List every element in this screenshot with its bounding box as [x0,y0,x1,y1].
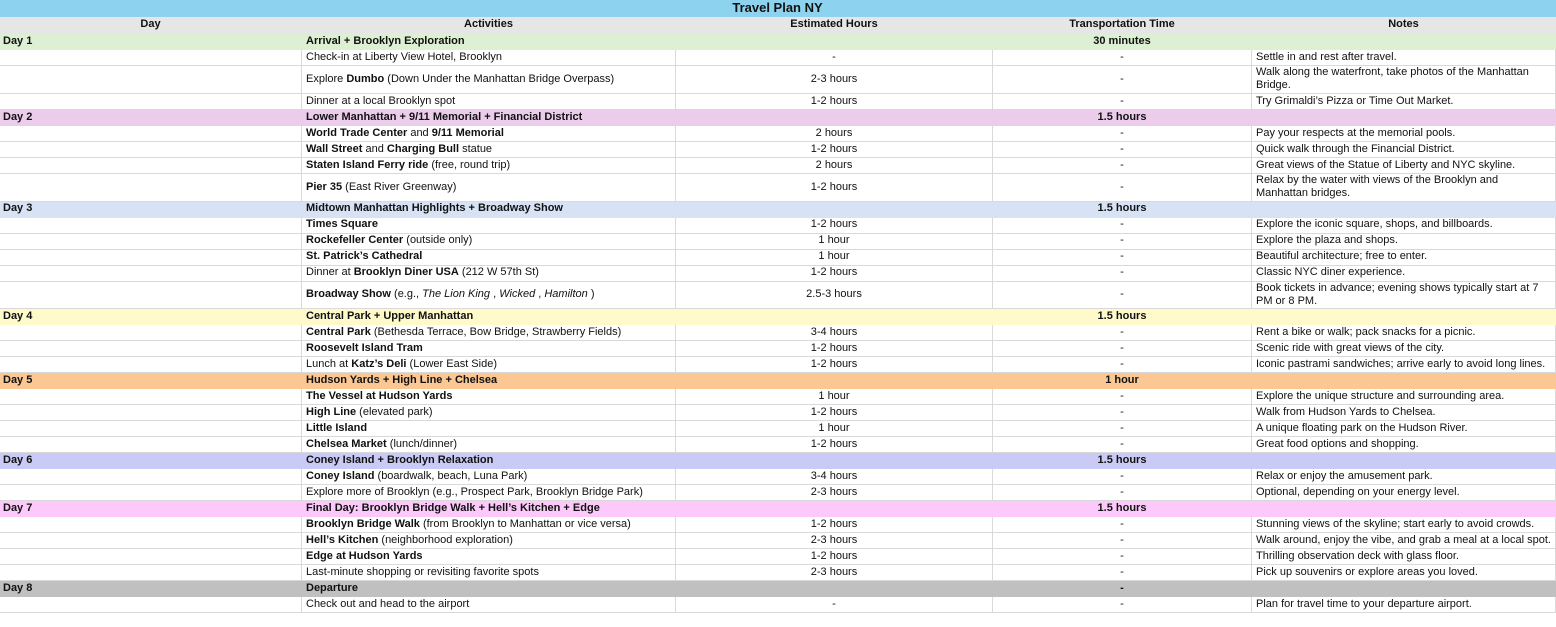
activity-cell[interactable] [302,597,676,613]
day-hours-cell[interactable] [676,34,993,50]
day-transport-cell[interactable]: 1.5 hours [1097,202,1147,215]
day-empty-cell[interactable] [0,485,302,501]
title-row [0,0,1556,17]
day-summary-cell[interactable]: Central Park + Upper Manhattan [306,310,474,323]
activity-text-segment: Brooklyn Bridge Walk [306,518,420,531]
activity-row [0,421,1556,437]
transportation-time-cell[interactable]: - [993,389,1252,405]
estimated-hours-cell[interactable]: 1-2 hours [676,405,993,421]
notes-cell[interactable]: Walk from Hudson Yards to Chelsea. [1252,405,1556,421]
activity-cell[interactable] [302,469,676,485]
transportation-time-cell[interactable]: - [993,325,1252,341]
notes-cell[interactable]: Rent a bike or walk; pack snacks for a picnic. [1252,325,1556,341]
notes-cell[interactable]: Settle in and rest after travel. [1252,50,1556,66]
activity-text-segment: Check out and head to the airport [306,598,470,611]
notes-cell[interactable]: Explore the plaza and shops. [1252,234,1556,250]
day-label-cell[interactable]: Day 5 [3,374,33,387]
activity-cell[interactable] [302,389,676,405]
day-label-cell[interactable]: Day 7 [3,502,33,515]
day-empty-cell[interactable] [0,469,302,485]
notes-cell[interactable]: Relax by the water with views of the Brooklyn and Manhattan bridges. [1252,174,1556,202]
activity-cell[interactable] [302,266,676,282]
activity-text-segment: Explore more of Brooklyn (e.g., Prospect Park, Brooklyn Bridge Park) [306,486,643,499]
day-empty-cell[interactable] [0,341,302,357]
day-empty-cell[interactable] [0,325,302,341]
transportation-time-cell[interactable]: - [993,405,1252,421]
day-notes-cell[interactable] [1252,501,1556,517]
activity-text-segment: (from Brooklyn to Manhattan or vice versa) [419,518,631,531]
day-notes-cell[interactable] [1252,309,1556,325]
activity-text-segment: Broadway Show [306,288,391,301]
activity-text-segment: Edge at Hudson Yards [306,550,423,563]
activity-row [0,142,1556,158]
day-empty-cell[interactable] [0,218,302,234]
transportation-time-cell[interactable]: - [993,234,1252,250]
activity-text-segment: Wicked [499,288,536,301]
activity-cell[interactable] [302,549,676,565]
activity-text-segment: World Trade Center [306,126,408,139]
day-empty-cell[interactable] [0,234,302,250]
activity-cell[interactable] [302,325,676,341]
activity-text-segment: Dumbo [346,72,385,85]
day-empty-cell[interactable] [0,357,302,373]
transportation-time-cell[interactable]: - [993,549,1252,565]
activity-text-segment: Katz’s Deli [351,358,407,371]
transportation-time-cell[interactable]: - [993,469,1252,485]
day-empty-cell[interactable] [0,94,302,110]
activity-text-segment: 9/11 Memorial [431,126,504,139]
notes-cell[interactable]: Explore the iconic square, shops, and billboards. [1252,218,1556,234]
transportation-time-cell[interactable]: - [993,282,1252,310]
transportation-time-cell[interactable]: - [993,597,1252,613]
day-summary-cell[interactable]: Arrival + Brooklyn Exploration [306,34,465,47]
day-notes-cell[interactable] [1252,202,1556,218]
notes-cell[interactable]: Beautiful architecture; free to enter. [1252,250,1556,266]
estimated-hours-cell[interactable]: 1 hour [676,421,993,437]
transportation-time-cell[interactable]: - [993,357,1252,373]
transportation-time-cell[interactable]: - [993,66,1252,94]
activity-text-segment: (neighborhood exploration) [378,534,513,547]
transportation-time-cell[interactable]: - [993,126,1252,142]
activity-row [0,282,1556,310]
activity-text-segment: Explore [306,72,347,85]
estimated-hours-cell[interactable]: 1-2 hours [676,266,993,282]
activity-text-segment: Staten Island Ferry ride [306,158,429,171]
transportation-time-cell[interactable]: - [993,94,1252,110]
activity-text-segment: Brooklyn Diner USA [353,266,459,279]
column-header-transportation-time[interactable]: Transportation Time [993,17,1252,34]
activity-cell[interactable] [302,94,676,110]
transportation-time-cell[interactable]: - [993,437,1252,453]
estimated-hours-cell[interactable]: 1-2 hours [676,341,993,357]
day-empty-cell[interactable] [0,142,302,158]
activity-text-segment: ) [587,288,595,301]
estimated-hours-cell[interactable]: 2-3 hours [676,533,993,549]
estimated-hours-cell[interactable]: 1-2 hours [676,218,993,234]
estimated-hours-cell[interactable]: 1 hour [676,234,993,250]
activity-text-segment: High Line [306,406,357,419]
day-hours-cell[interactable] [676,581,993,597]
activity-row [0,126,1556,142]
notes-cell[interactable]: Walk around, enjoy the vibe, and grab a meal at a local spot. [1252,533,1556,549]
day-hours-cell[interactable] [676,373,993,389]
estimated-hours-cell[interactable]: 1 hour [676,250,993,266]
estimated-hours-cell[interactable]: 1-2 hours [676,142,993,158]
transportation-time-cell[interactable]: - [993,533,1252,549]
activity-row [0,50,1556,66]
notes-cell[interactable]: Great views of the Statue of Liberty and NYC skyline. [1252,158,1556,174]
day-header-row [0,309,1556,325]
activity-cell[interactable] [302,357,676,373]
activity-row [0,357,1556,373]
day-empty-cell[interactable] [0,533,302,549]
activity-cell[interactable] [302,66,676,94]
activity-text-segment: (elevated park) [356,406,433,419]
day-empty-cell[interactable] [0,389,302,405]
activity-text-segment: (free, round trip) [428,158,511,171]
transportation-time-cell[interactable]: - [993,341,1252,357]
activity-cell[interactable] [302,437,676,453]
activity-cell[interactable] [302,485,676,501]
notes-cell[interactable]: Relax or enjoy the amusement park. [1252,469,1556,485]
activity-row [0,94,1556,110]
activity-row [0,597,1556,613]
day-notes-cell[interactable] [1252,34,1556,50]
transportation-time-cell[interactable]: - [993,158,1252,174]
day-empty-cell[interactable] [0,50,302,66]
day-label-cell[interactable]: Day 1 [3,34,33,47]
estimated-hours-cell[interactable]: 1-2 hours [676,94,993,110]
activity-text-segment: (outside only) [403,234,473,247]
transportation-time-cell[interactable]: - [993,218,1252,234]
estimated-hours-cell[interactable]: 3-4 hours [676,325,993,341]
day-notes-cell[interactable] [1252,373,1556,389]
notes-cell[interactable]: Explore the unique structure and surrounding area. [1252,389,1556,405]
activity-row [0,325,1556,341]
estimated-hours-cell[interactable]: 1-2 hours [676,174,993,202]
activity-row [0,549,1556,565]
day-empty-cell[interactable] [0,421,302,437]
activity-cell[interactable] [302,341,676,357]
activity-cell[interactable] [302,142,676,158]
day-summary-cell[interactable]: Midtown Manhattan Highlights + Broadway Show [306,202,563,215]
activity-row [0,341,1556,357]
estimated-hours-cell[interactable]: - [676,597,993,613]
activity-text-segment: , [490,288,500,301]
activity-text-segment: St. Patrick’s Cathedral [306,250,423,263]
transportation-time-cell[interactable]: - [993,565,1252,581]
day-empty-cell[interactable] [0,250,302,266]
activity-text-segment: and [407,126,432,139]
activity-text-segment: Lunch at [306,358,352,371]
day-summary-cell[interactable]: Final Day: Brooklyn Bridge Walk + Hell’s Kitchen + Edge [306,502,600,515]
activity-text-segment: Chelsea Market [306,438,387,451]
day-transport-cell[interactable]: 1.5 hours [1097,502,1147,515]
day-transport-cell[interactable]: - [1120,582,1124,595]
day-summary-cell[interactable]: Lower Manhattan + 9/11 Memorial + Financial District [306,110,583,123]
notes-cell[interactable]: Book tickets in advance; evening shows typically start at 7 PM or 8 PM. [1252,282,1556,310]
day-empty-cell[interactable] [0,158,302,174]
notes-cell[interactable]: Stunning views of the skyline; start early to avoid crowds. [1252,517,1556,533]
estimated-hours-cell[interactable]: 3-4 hours [676,469,993,485]
activity-cell[interactable] [302,565,676,581]
transportation-time-cell[interactable]: - [993,50,1252,66]
estimated-hours-cell[interactable]: 2 hours [676,158,993,174]
sheet-title[interactable]: Travel Plan NY [0,0,1556,17]
column-header-activities[interactable]: Activities [302,17,676,34]
activity-cell[interactable] [302,405,676,421]
activity-text-segment: Last-minute shopping or revisiting favorite spots [306,566,539,579]
notes-cell[interactable]: Walk along the waterfront, take photos of the Manhattan Bridge. [1252,66,1556,94]
day-summary-cell[interactable]: Departure [306,582,358,595]
notes-cell[interactable]: Scenic ride with great views of the city. [1252,341,1556,357]
activity-row [0,266,1556,282]
notes-cell[interactable]: Iconic pastrami sandwiches; arrive early to avoid long lines. [1252,357,1556,373]
activity-row [0,174,1556,202]
day-empty-cell[interactable] [0,549,302,565]
day-empty-cell[interactable] [0,174,302,202]
estimated-hours-cell[interactable]: 2 hours [676,126,993,142]
activity-row [0,437,1556,453]
day-header-row [0,501,1556,517]
estimated-hours-cell[interactable]: 1 hour [676,389,993,405]
day-hours-cell[interactable] [676,453,993,469]
day-summary-cell[interactable]: Hudson Yards + High Line + Chelsea [306,374,498,387]
column-header-estimated-hours[interactable]: Estimated Hours [676,17,993,34]
day-label-cell[interactable]: Day 2 [3,110,33,123]
activity-row [0,389,1556,405]
estimated-hours-cell[interactable]: 1-2 hours [676,357,993,373]
activity-row [0,469,1556,485]
day-label-cell[interactable]: Day 3 [3,202,33,215]
day-label-cell[interactable]: Day 6 [3,454,33,467]
estimated-hours-cell[interactable]: 1-2 hours [676,517,993,533]
transportation-time-cell[interactable]: - [993,517,1252,533]
activity-text-segment: (lunch/dinner) [386,438,458,451]
column-header-notes[interactable]: Notes [1252,17,1556,34]
activity-text-segment: Pier 35 [306,180,343,193]
activity-cell[interactable] [302,282,676,310]
day-empty-cell[interactable] [0,517,302,533]
activity-text-segment: (e.g., [390,288,423,301]
day-label-cell[interactable]: Day 4 [3,310,33,323]
estimated-hours-cell[interactable]: 2-3 hours [676,66,993,94]
activity-text-segment: (Down Under the Manhattan Bridge Overpass) [384,72,615,85]
activity-text-segment: Central Park [306,326,371,339]
activity-cell[interactable] [302,234,676,250]
day-header-row [0,110,1556,126]
activity-text-segment: (212 W 57th St) [458,266,539,279]
day-transport-cell[interactable]: 1.5 hours [1097,310,1147,323]
day-header-row [0,373,1556,389]
day-empty-cell[interactable] [0,66,302,94]
day-empty-cell[interactable] [0,437,302,453]
activity-text-segment: (East River Greenway) [342,180,457,193]
activity-row [0,533,1556,549]
day-empty-cell[interactable] [0,405,302,421]
activity-text-segment: The Lion King [422,288,491,301]
day-hours-cell[interactable] [676,202,993,218]
activity-row [0,66,1556,94]
activity-text-segment: Roosevelt Island Tram [306,342,423,355]
activity-text-segment: and [362,142,387,155]
transportation-time-cell[interactable]: - [993,421,1252,437]
day-header-row [0,34,1556,50]
activity-text-segment: Hell’s Kitchen [306,534,379,547]
day-empty-cell[interactable] [0,597,302,613]
transportation-time-cell[interactable]: - [993,142,1252,158]
activity-cell[interactable] [302,421,676,437]
day-transport-cell[interactable]: 30 minutes [1093,34,1151,47]
transportation-time-cell[interactable]: - [993,250,1252,266]
notes-cell[interactable]: Pick up souvenirs or explore areas you loved. [1252,565,1556,581]
notes-cell[interactable]: Quick walk through the Financial District. [1252,142,1556,158]
notes-cell[interactable]: A unique floating park on the Hudson River. [1252,421,1556,437]
transportation-time-cell[interactable]: - [993,485,1252,501]
activity-cell[interactable] [302,126,676,142]
transportation-time-cell[interactable]: - [993,174,1252,202]
day-label-cell[interactable]: Day 8 [3,582,33,595]
day-notes-cell[interactable] [1252,110,1556,126]
notes-cell[interactable]: Classic NYC diner experience. [1252,266,1556,282]
day-empty-cell[interactable] [0,266,302,282]
activity-row [0,158,1556,174]
activity-row [0,234,1556,250]
activity-row [0,485,1556,501]
day-empty-cell[interactable] [0,565,302,581]
day-transport-cell[interactable]: 1.5 hours [1097,110,1147,123]
day-transport-cell[interactable]: 1 hour [1105,374,1139,387]
day-notes-cell[interactable] [1252,453,1556,469]
day-hours-cell[interactable] [676,309,993,325]
day-header-row [0,581,1556,597]
estimated-hours-cell[interactable]: 1-2 hours [676,549,993,565]
estimated-hours-cell[interactable]: 2-3 hours [676,485,993,501]
activity-cell[interactable] [302,50,676,66]
activity-text-segment: Charging Bull [386,142,460,155]
activity-text-segment: Wall Street [306,142,363,155]
notes-cell[interactable]: Try Grimaldi’s Pizza or Time Out Market. [1252,94,1556,110]
activity-text-segment: Times Square [306,218,378,231]
estimated-hours-cell[interactable]: 1-2 hours [676,437,993,453]
notes-cell[interactable]: Thrilling observation deck with glass floor. [1252,549,1556,565]
plan-table-body [0,34,1556,613]
activity-cell[interactable] [302,158,676,174]
activity-text-segment: (Bethesda Terrace, Bow Bridge, Strawberry Fields) [370,326,622,339]
estimated-hours-cell[interactable]: - [676,50,993,66]
notes-cell[interactable]: Plan for travel time to your departure airport. [1252,597,1556,613]
activity-row [0,405,1556,421]
activity-text-segment: Coney Island [306,470,375,483]
notes-cell[interactable]: Pay your respects at the memorial pools. [1252,126,1556,142]
day-summary-cell[interactable]: Coney Island + Brooklyn Relaxation [306,454,494,467]
activity-text-segment: Rockefeller Center [306,234,404,247]
activity-row [0,218,1556,234]
day-header-row [0,453,1556,469]
estimated-hours-cell[interactable]: 2-3 hours [676,565,993,581]
activity-text-segment: statue [459,142,493,155]
column-header-row [0,17,1556,34]
activity-text-segment: Hamilton [544,288,588,301]
activity-cell[interactable] [302,533,676,549]
activity-text-segment: Little Island [306,422,368,435]
day-hours-cell[interactable] [676,501,993,517]
day-empty-cell[interactable] [0,282,302,310]
activity-text-segment: Dinner at a local Brooklyn spot [306,94,456,107]
activity-cell[interactable] [302,517,676,533]
activity-row [0,517,1556,533]
activity-text-segment: (boardwalk, beach, Luna Park) [374,470,528,483]
activity-text-segment: , [535,288,545,301]
activity-row [0,565,1556,581]
activity-text-segment: Check-in at Liberty View Hotel, Brooklyn [306,50,503,63]
activity-cell[interactable] [302,218,676,234]
activity-row [0,250,1556,266]
activity-text-segment: (Lower East Side) [406,358,497,371]
day-transport-cell[interactable]: 1.5 hours [1097,454,1147,467]
day-hours-cell[interactable] [676,110,993,126]
notes-cell[interactable]: Optional, depending on your energy level. [1252,485,1556,501]
day-notes-cell[interactable] [1252,581,1556,597]
estimated-hours-cell[interactable]: 2.5-3 hours [676,282,993,310]
activity-cell[interactable] [302,174,676,202]
activity-text-segment: The Vessel at Hudson Yards [306,390,453,403]
day-empty-cell[interactable] [0,126,302,142]
activity-text-segment: Dinner at [306,266,354,279]
transportation-time-cell[interactable]: - [993,266,1252,282]
day-header-row [0,202,1556,218]
notes-cell[interactable]: Great food options and shopping. [1252,437,1556,453]
column-header-day[interactable]: Day [0,17,302,34]
activity-cell[interactable] [302,250,676,266]
